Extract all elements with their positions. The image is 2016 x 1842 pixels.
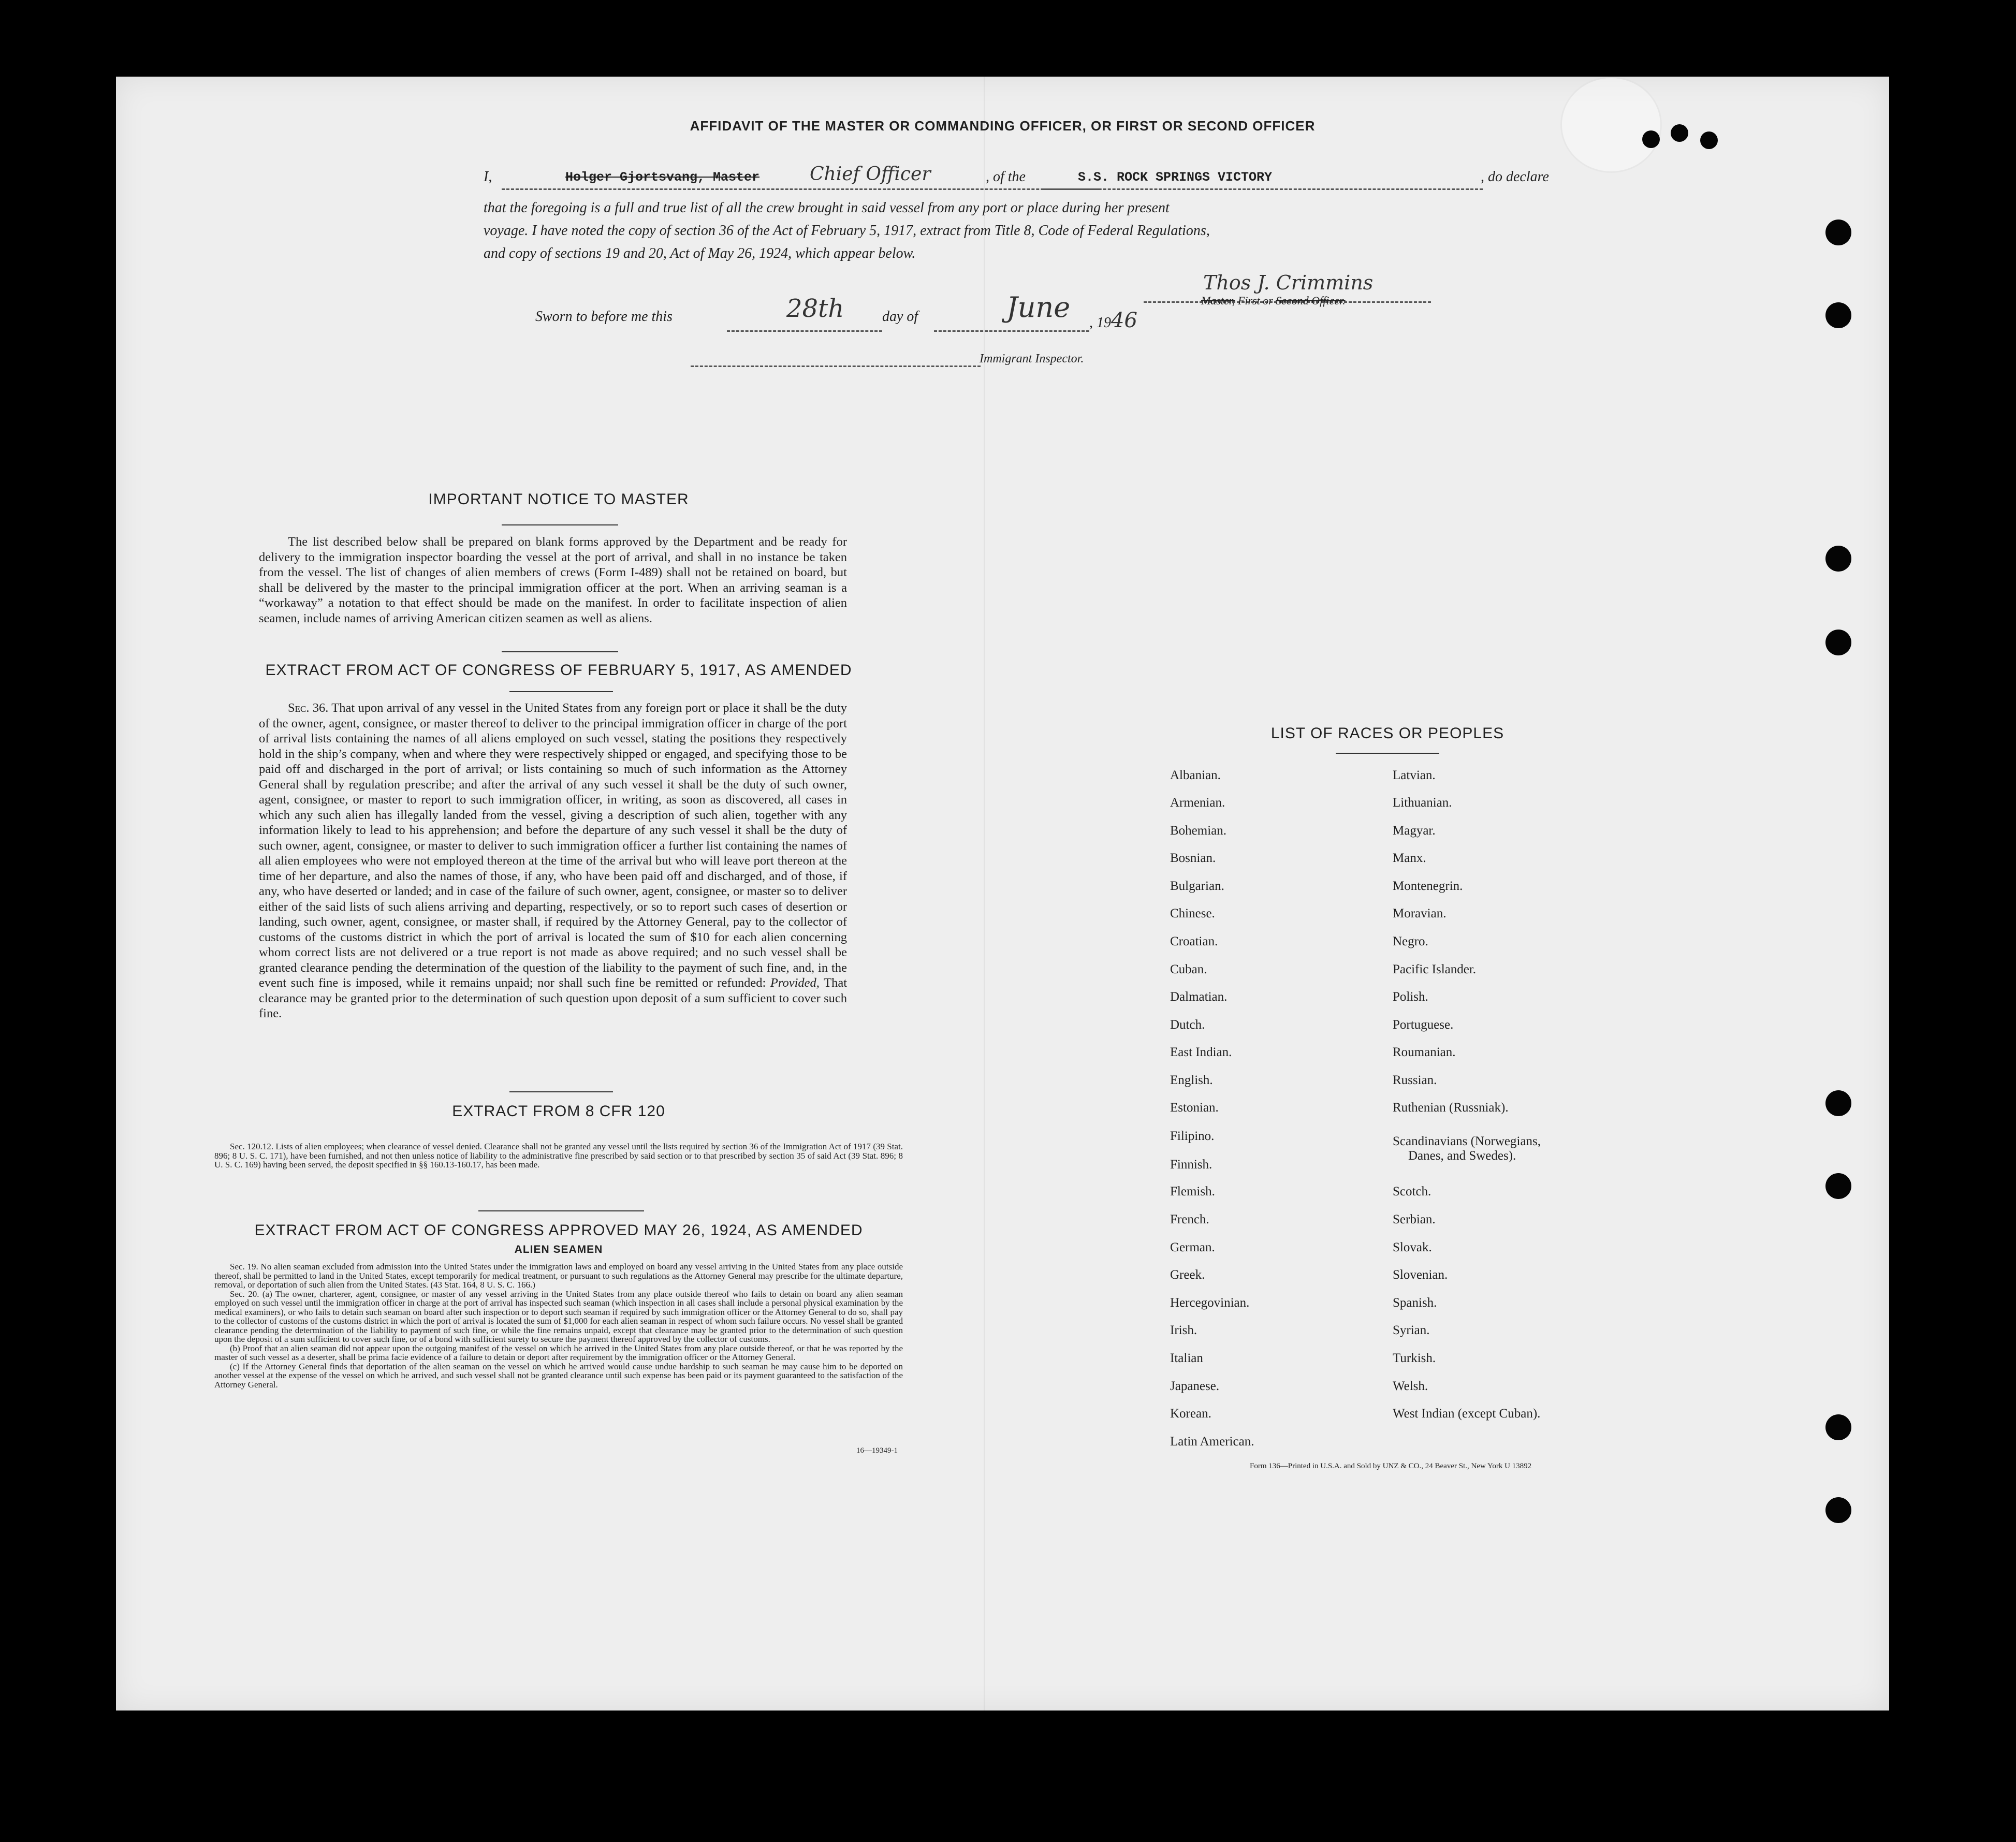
race-entry: Slovenian. (1393, 1268, 1448, 1282)
signature-caption (1201, 294, 1346, 308)
punch-hole (1825, 1173, 1851, 1199)
race-entry: French. (1170, 1212, 1209, 1226)
section-rule (509, 1091, 613, 1092)
race-entry: Negro. (1393, 934, 1428, 948)
sec-20b-text: (b) Proof that an alien seaman did not appear upon the outgoing manifest of the vessel on which he arrived in the United States from any place outside thereof, or that he was reported by the master of such vessel as a deserter, shall be prima facie evidence of a failure to detain or deport after requirement by the immigration officer or the Attorney General. (214, 1343, 903, 1362)
race-entry: Filipino. (1170, 1129, 1215, 1143)
race-entry: Dalmatian. (1170, 990, 1228, 1004)
section-label: Sec. 36. (288, 701, 329, 715)
document-page (116, 77, 1889, 1711)
sec-19-text: Sec. 19. No alien seaman excluded from admission into the United States under the immigration laws and employed on board any vessel arriving in the United States from any place outside thereof, shall be permitted to land in the United States, except temporarily for medical treatment, or pursuant to such regulations as the Attorney General may prescribe for the ultimate departure, removal, or deportation of such alien from the United States. (43 Stat. 164, 8 U. S. C. 166.) (214, 1262, 903, 1290)
race-entry: Hercegovinian. (1170, 1296, 1250, 1310)
punch-hole (1825, 220, 1851, 245)
sec-20a-text: Sec. 20. (a) The owner, charterer, agent, consignee, or master of any vessel arriving in the United States from any place outside thereof who fails to detain on board any alien seaman employed on such vessel until the immigration officer in charge at the port of arrival has inspected such seaman (which inspection in all cases shall include a personal physical examination by the medical examiners), or who fails to detain such seaman on board after such inspection or to deport such seaman if required by such immigration officer or the Attorney General to do so, shall pay to the collector of customs of the customs district in which the port of arrival is located the sum of $1,000 for each alien seaman in respect of whom such failure occurs. No vessel shall be granted clearance pending the determination of the liability to payment of such fine, or while the fine remains unpaid, except that clearance may be granted prior to the determination of such question upon the deposit of a sum sufficient to cover such fine, or of a bond with sufficient surety to secure the payment thereof approved by the collector of customs. (214, 1289, 903, 1344)
race-entry: East Indian. (1170, 1045, 1232, 1059)
punch-hole (1825, 1090, 1851, 1116)
race-entry: Croatian. (1170, 934, 1218, 948)
affidavit-body-line: voyage. I have noted the copy of section 36 of the Act of February 5, 1917, extract from Title 8, Code of Federal Regulations, (484, 223, 1210, 239)
affidavit-title: AFFIDAVIT OF THE MASTER OR COMMANDING OFFICER, OR FIRST OR SECOND OFFICER (690, 118, 1316, 134)
race-entry: Albanian. (1170, 768, 1221, 782)
punch-hole (1825, 1414, 1851, 1440)
race-entry: Latin American. (1170, 1435, 1254, 1449)
race-entry: Scotch. (1393, 1185, 1431, 1198)
race-entry: Scandinavians (Norwegians, (1393, 1134, 1541, 1148)
year-prefix: , 19 (1089, 315, 1111, 331)
race-entry: Armenian. (1170, 796, 1225, 810)
race-entry: Cuban. (1170, 962, 1207, 976)
sworn-year (1089, 309, 1137, 332)
day-of-label: day of (882, 309, 918, 325)
race-entry: Bohemian. (1170, 824, 1227, 838)
alien-seamen-subheading: ALIEN SEAMEN (514, 1244, 603, 1255)
punch-hole (1825, 630, 1851, 655)
race-entry: Korean. (1170, 1407, 1211, 1421)
handwritten-officer-title: Chief Officer (810, 164, 931, 185)
form-number: 16—19349-1 (856, 1446, 898, 1455)
race-entry: Chinese. (1170, 907, 1215, 920)
race-entry: English. (1170, 1073, 1213, 1087)
race-entry: Serbian. (1393, 1212, 1436, 1226)
punch-hole (1825, 546, 1851, 572)
affidavit-body-line: and copy of sections 19 and 20, Act of May 26, 1924, which appear below. (484, 245, 916, 261)
inspector-signature-line (691, 354, 981, 367)
race-entry: Syrian. (1393, 1323, 1430, 1337)
race-entry: Turkish. (1393, 1351, 1436, 1365)
extract-1924-text (214, 1262, 903, 1389)
punch-hole (1825, 1497, 1851, 1523)
affidavit-body-line: that the foregoing is a full and true list of all the crew brought in said vessel from any port or place during her present (484, 200, 1170, 216)
punch-hole (1825, 302, 1851, 328)
races-rule (1336, 753, 1439, 754)
race-entry: Portuguese. (1393, 1018, 1454, 1032)
race-entry: Welsh. (1393, 1379, 1428, 1393)
race-entry: Italian (1170, 1351, 1203, 1365)
cfr-heading: EXTRACT FROM 8 CFR 120 (452, 1103, 665, 1120)
proviso-label: Provided, (770, 976, 820, 990)
section-rule (509, 691, 613, 692)
race-entry: Slovak. (1393, 1240, 1432, 1254)
extract-1917-text (259, 700, 847, 1021)
notice-rule (502, 524, 618, 525)
vessel-name: S.S. ROCK SPRINGS VICTORY (1078, 170, 1273, 185)
inspector-label: Immigrant Inspector. (980, 352, 1084, 366)
race-entry: Moravian. (1393, 907, 1447, 920)
race-entry: Dutch. (1170, 1018, 1205, 1032)
race-entry: Bulgarian. (1170, 879, 1224, 893)
race-entry: Manx. (1393, 851, 1426, 865)
race-entry: Flemish. (1170, 1185, 1215, 1198)
sworn-day: 28th (786, 294, 844, 323)
race-entry: Japanese. (1170, 1379, 1220, 1393)
race-entry: Latvian. (1393, 768, 1436, 782)
typed-master-name: Holger Gjortsvang, Master (565, 170, 760, 185)
punch-hole (1700, 131, 1718, 149)
affidavit-body (484, 197, 1467, 265)
signature-caption-second: Second Officer. (1276, 294, 1346, 307)
sec-20c-text: (c) If the Attorney General finds that deportation of the alien seaman on the vessel on which he arrived would cause undue hardship to such seaman he may cause him to be deported on another vessel at the expense of the vessel on which he arrived, and such vessel shall not be granted clearance until such expense has been paid or its payment guaranteed to the satisfaction of the Attorney General. (214, 1361, 903, 1390)
race-entry: Pacific Islander. (1393, 962, 1477, 976)
year-suffix: 46 (1111, 309, 1137, 332)
section-36-end: That clearance may be granted prior to the determination of such question upon deposit of a sum sufficient to cover such fine. (259, 976, 848, 1020)
section-36-body: That upon arrival of any vessel in the United States from any foreign port or place it shall be the duty of the owner, agent, consignee, or master thereof to deliver to the principal immigration officer in charge of the port of arrival lists containing the names of all aliens employed on such vessel, stating the positions they respectively hold in the ship’s company, when and where they were respectively shipped or engaged, and specifying those to be paid off and discharged in the port of arrival; or lists containing so much of such information as the Attorney General shall by regulation prescribe; and after the arrival of any such vessel it shall be the duty of such owner, agent, consignee, or master to report to such immigration officer, in writing, as soon as discovered, all cases in which any such alien has illegally landed from the vessel, giving a description of such alien, together with any information likely to lead to his apprehension; and before the departure of any such vessel it shall be the duty of such owner, agent, consignee, or master to deliver to such immigration officer a further list containing the names of all alien employees who were not employed thereon at the time of the arrival but who will leave port thereon at the time of her departure, and also the names of those, if any, who have been paid off and discharged, and of those, if any, who have deserted or landed; and in case of the failure of such owner, agent, consignee, or master so to deliver either of the said lists of such aliens arriving and departing, respectively, or so to report such cases of desertion or landing, such owner, agent, consignee, or master shall, if required by the Attorney General, pay to the collector of customs of the customs district in which the port of arrival is located the sum of $10 for each alien concerning whom correct lists are not delivered or a true report is not made as above required; and no such vessel shall be granted clearance pending the determination of the question of the liability to the payment of such fine, and, in the event such fine is imposed, while it remains unpaid; nor shall such fine be remitted or refunded: (259, 701, 847, 990)
extract-1924-heading: EXTRACT FROM ACT OF CONGRESS APPROVED MAY 26, 1924, AS AMENDED (254, 1222, 863, 1239)
signature-caption-first: First or (1237, 294, 1273, 307)
race-entry: Roumanian. (1393, 1045, 1456, 1059)
affidavit-prefix: I, (484, 169, 492, 185)
race-entry: Magyar. (1393, 824, 1436, 838)
section-rule (502, 651, 618, 652)
race-entry: Russian. (1393, 1073, 1437, 1087)
do-declare-label: , do declare (1481, 169, 1549, 185)
of-the-label: , of the (986, 169, 1026, 185)
sworn-month: June (1006, 291, 1071, 324)
section-rule (478, 1210, 644, 1211)
race-entry: Finnish. (1170, 1158, 1212, 1172)
race-entry: Lithuanian. (1393, 796, 1452, 810)
cfr-text: Sec. 120.12. Lists of alien employees; when clearance of vessel denied. Clearance shall not be granted any vessel until the lists required by section 36 of the Immigration Act of 1917 (39 Stat. 896; 8 U. S. C. 171), have been furnished, and not then unless notice of liability to the administrative fine prescribed by said section or to that prescribed by section 35 of said Act (39 Stat. 896; 8 U. S. C. 169) having been served, the deposit specified in §§ 160.13-160.17, has been made. (214, 1142, 903, 1169)
notice-text: The list described below shall be prepared on blank forms approved by the Department and be ready for delivery to the immigration inspector boarding the vessel at the port of arrival, and shall in no instance be taken from the vessel. The list of changes of alien members of crews (Form I-489) shall not be retained on board, but shall be delivered by the master to the principal immigration officer at the port. When an arriving seaman is a “workaway” a notation to that effect should be made on the manifest. In order to facilitate inspection of alien seamen, include names of arriving American citizen seamen as well as aliens. (259, 535, 847, 625)
races-heading: LIST OF RACES OR PEOPLES (1270, 725, 1504, 742)
race-entry: Ruthenian (Russniak). (1393, 1101, 1509, 1115)
signature-caption-master: Master, (1201, 294, 1235, 307)
race-entry: Irish. (1170, 1323, 1197, 1337)
race-entry: Spanish. (1393, 1296, 1437, 1310)
officer-signature: Thos J. Crimmins (1203, 271, 1374, 294)
sworn-prefix: Sworn to before me this (535, 309, 673, 325)
race-entry: Danes, and Swedes). (1408, 1149, 1516, 1163)
race-entry: Greek. (1170, 1268, 1205, 1282)
race-entry: West Indian (except Cuban). (1393, 1407, 1541, 1421)
race-entry: Bosnian. (1170, 851, 1216, 865)
extract-1917-heading: EXTRACT FROM ACT OF CONGRESS OF FEBRUARY 5, 1917, AS AMENDED (265, 662, 852, 679)
race-entry: Estonian. (1170, 1101, 1219, 1115)
race-entry: German. (1170, 1240, 1215, 1254)
notice-heading: IMPORTANT NOTICE TO MASTER (428, 491, 689, 508)
printer-imprint: Form 136—Printed in U.S.A. and Sold by UNZ & CO., 24 Beaver St., New York U 13892 (1250, 1462, 1532, 1470)
race-entry: Polish. (1393, 990, 1428, 1004)
race-entry: Montenegrin. (1393, 879, 1463, 893)
